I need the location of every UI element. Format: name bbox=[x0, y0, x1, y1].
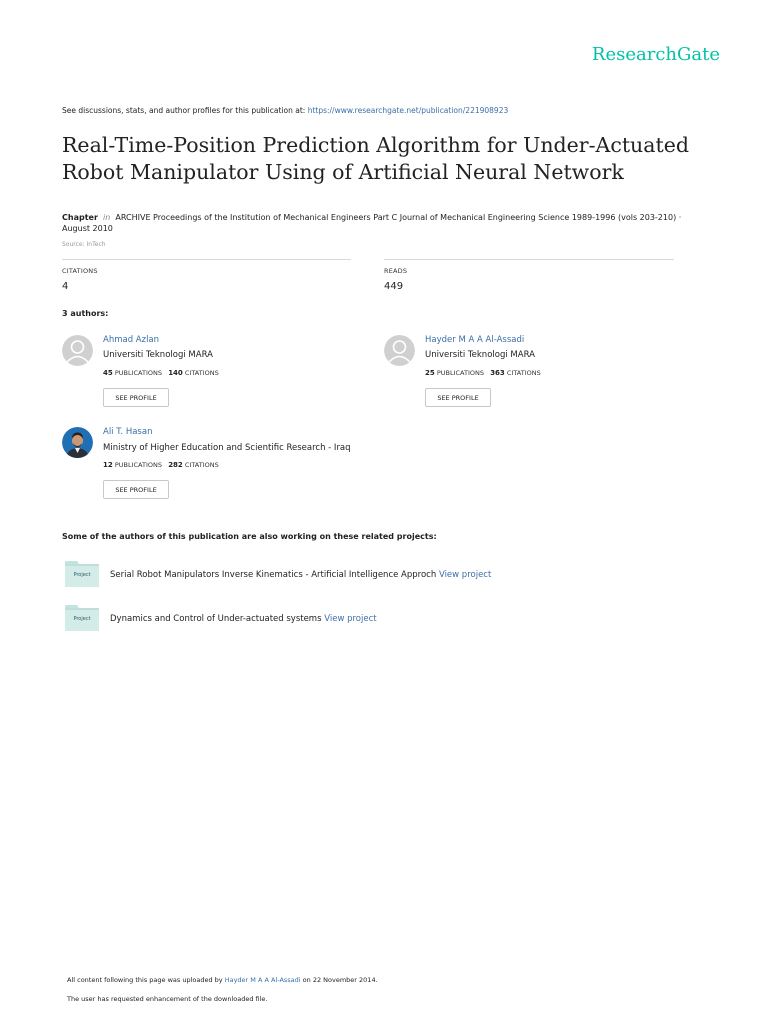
enhancement-note: The user has requested enhancement of the downloaded file. bbox=[67, 995, 268, 1003]
divider-reads bbox=[384, 259, 674, 260]
author-publications-count: 12 bbox=[103, 461, 113, 469]
discussion-text: See discussions, stats, and author profiles for this publication at: bbox=[62, 106, 308, 115]
view-project-link[interactable]: View project bbox=[324, 614, 377, 624]
divider-citations bbox=[62, 259, 351, 260]
author-name[interactable]: Ahmad Azlan bbox=[103, 335, 160, 345]
publication-source: Source: InTech bbox=[62, 241, 106, 248]
author-citations-label: CITATIONS bbox=[506, 369, 541, 377]
author-name[interactable]: Ali T. Hasan bbox=[103, 427, 153, 437]
author-avatar-photo[interactable] bbox=[62, 427, 93, 458]
uploader-link[interactable]: Hayder M A A Al-Assadi bbox=[224, 976, 301, 984]
see-profile-button[interactable]: SEE PROFILE bbox=[103, 480, 169, 499]
related-projects-heading: Some of the authors of this publication are also working on these related projects: bbox=[62, 532, 437, 541]
project-badge: Project bbox=[73, 616, 91, 622]
project-folder-icon[interactable] bbox=[65, 561, 99, 587]
authors-heading: 3 authors: bbox=[62, 309, 109, 318]
publication-venue: ARCHIVE Proceedings of the Institution of Mechanical Engineers Part C Journal of Mechanical Engineering Science 1989-1996 (vols 203-210) · August 2010 bbox=[62, 213, 682, 233]
author-stats bbox=[425, 369, 541, 377]
author-avatar-placeholder[interactable] bbox=[384, 335, 415, 366]
author-citations-label: CITATIONS bbox=[184, 461, 219, 469]
reads-label: READS bbox=[384, 267, 408, 275]
author-publications-label: PUBLICATIONS bbox=[114, 369, 162, 377]
author-publications-count: 25 bbox=[425, 369, 435, 377]
author-citations-count: 363 bbox=[490, 369, 505, 377]
project-title: Serial Robot Manipulators Inverse Kinematics - Artificial Intelligence Approch bbox=[110, 570, 439, 580]
reads-count: 449 bbox=[384, 281, 404, 292]
view-project-link[interactable]: View project bbox=[438, 570, 492, 580]
discussion-line bbox=[62, 106, 508, 115]
author-stats bbox=[103, 461, 219, 469]
see-profile-button[interactable]: SEE PROFILE bbox=[425, 388, 491, 407]
publication-title: Real-Time-Position Prediction Algorithm for Under-Actuated Robot Manipulator Using of Artificial Neural Network bbox=[62, 133, 689, 184]
citations-label: CITATIONS bbox=[62, 267, 98, 275]
see-profile-button[interactable]: SEE PROFILE bbox=[103, 388, 169, 407]
author-affiliation: Universiti Teknologi MARA bbox=[103, 350, 213, 360]
author-affiliation: Universiti Teknologi MARA bbox=[425, 350, 535, 360]
author-publications-count: 45 bbox=[103, 369, 113, 377]
project-badge: Project bbox=[73, 572, 91, 578]
upload-suffix: on 22 November 2014. bbox=[300, 976, 378, 984]
project-item bbox=[110, 570, 491, 580]
author-affiliation: Ministry of Higher Education and Scientific Research - Iraq bbox=[103, 443, 351, 453]
author-name[interactable]: Hayder M A A Al-Assadi bbox=[425, 335, 525, 345]
in-label: in bbox=[102, 213, 111, 222]
upload-note bbox=[67, 976, 378, 984]
researchgate-logo[interactable]: ResearchGate bbox=[591, 44, 720, 65]
citations-count: 4 bbox=[62, 281, 69, 292]
publication-meta bbox=[62, 212, 702, 234]
publication-type: Chapter bbox=[62, 213, 98, 222]
author-stats bbox=[103, 369, 219, 377]
author-publications-label: PUBLICATIONS bbox=[114, 461, 162, 469]
publication-link[interactable]: https://www.researchgate.net/publication/221908923 bbox=[307, 106, 509, 115]
project-item bbox=[110, 614, 377, 624]
upload-prefix: All content following this page was uploaded by bbox=[67, 976, 225, 984]
author-citations-label: CITATIONS bbox=[184, 369, 219, 377]
author-avatar-placeholder[interactable] bbox=[62, 335, 93, 366]
author-citations-count: 282 bbox=[168, 461, 183, 469]
project-title: Dynamics and Control of Under-actuated systems bbox=[110, 614, 325, 624]
author-publications-label: PUBLICATIONS bbox=[436, 369, 484, 377]
project-folder-icon[interactable] bbox=[65, 605, 99, 631]
author-citations-count: 140 bbox=[168, 369, 183, 377]
